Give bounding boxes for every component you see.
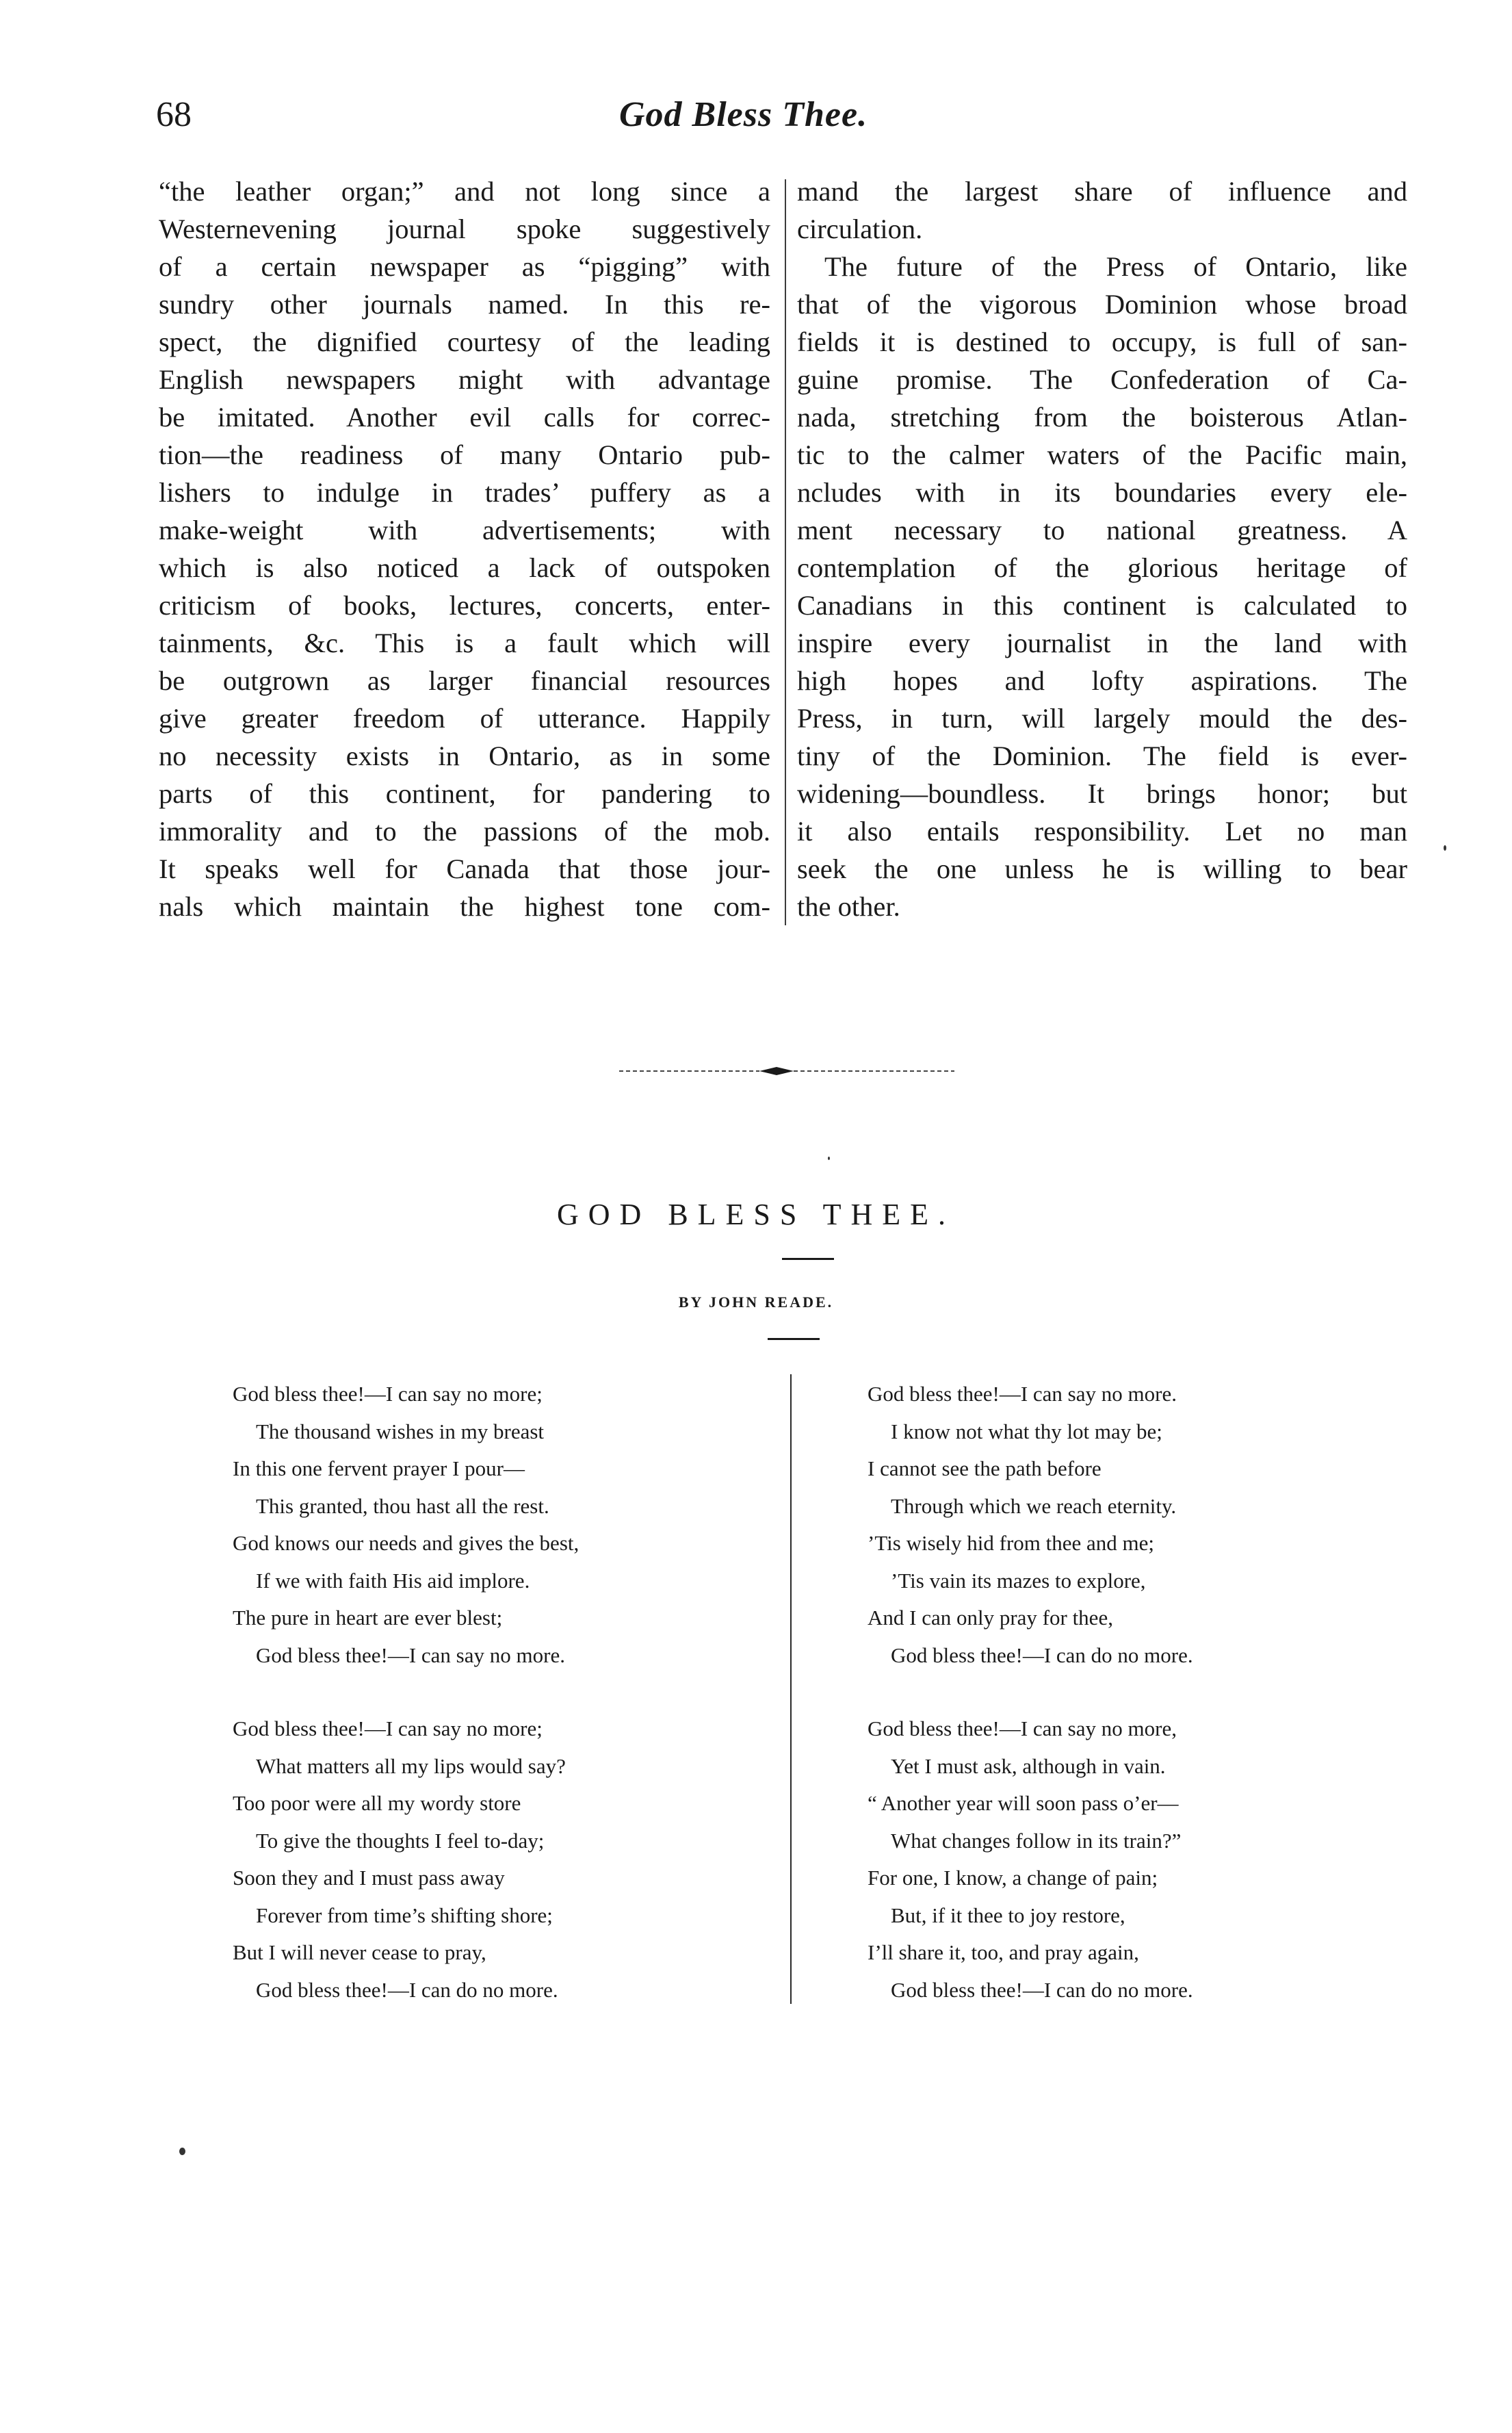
article-line: tainments, &c. This is a fault which will (159, 628, 770, 658)
poem-line: The thousand wishes in my breast (256, 1419, 545, 1443)
byline-rule (768, 1338, 820, 1340)
article-line: parts of this continent, for pandering to (159, 778, 770, 809)
poem-title: GOD BLESS THEE. (557, 1198, 955, 1231)
poem-stanza (233, 1710, 753, 2009)
ink-speck (179, 2148, 185, 2155)
article-line: high hopes and lofty aspirations. The (797, 665, 1407, 696)
article-line: seek the one unless he is willing to bear (797, 853, 1407, 884)
article-line: “the leather organ;” and not long since a (159, 176, 770, 207)
poem-stanza (868, 1710, 1387, 2009)
article-right-column (797, 172, 1407, 925)
poem-left-column (233, 1376, 753, 2045)
article-line: ncludes with in its boundaries every ele- (797, 477, 1407, 508)
article-line: nada, stretching from the boisterous Atlan- (797, 402, 1407, 433)
poem-line: I know not what thy lot may be; (891, 1419, 1162, 1443)
article-line: immorality and to the passions of the mob. (159, 816, 770, 847)
article-line: be imitated. Another evil calls for correc- (159, 402, 770, 433)
poem-line: God bless thee!—I can say no more; (233, 1382, 543, 1406)
poem-line: To give the thoughts I feel to-day; (256, 1828, 545, 1853)
poem-line: What matters all my lips would say? (256, 1753, 566, 1778)
article-line: It speaks well for Canada that those jour- (159, 853, 770, 884)
poem-line: For one, I know, a change of pain; (868, 1866, 1158, 1890)
poem-line: God bless thee!—I can say no more; (233, 1716, 543, 1740)
poem-line: But, if it thee to joy restore, (891, 1903, 1125, 1927)
article-line: tion—the readiness of many Ontario pub- (159, 439, 770, 470)
poem-line: God bless thee!—I can say no more. (256, 1643, 565, 1667)
article-line: English newspapers might with advantage (159, 364, 770, 395)
article-line: Press, in turn, will largely mould the des- (797, 703, 1407, 734)
poem-line: “ Another year will soon pass o’er— (868, 1791, 1179, 1815)
running-title: God Bless Thee. (619, 95, 868, 134)
article-line: lishers to indulge in trades’ puffery as a (159, 477, 770, 508)
article-line: contemplation of the glorious heritage of (797, 552, 1407, 583)
article-line: nals which maintain the highest tone com- (159, 891, 770, 922)
poem-line: This granted, thou hast all the rest. (256, 1493, 549, 1518)
article-line: Westernevening journal spoke suggestively (159, 214, 770, 244)
article-line: inspire every journalist in the land with (797, 628, 1407, 658)
article-line: of a certain newspaper as “pigging” with (159, 251, 770, 282)
article-line: sundry other journals named. In this re- (159, 289, 770, 320)
poem-line: I’ll share it, too, and pray again, (868, 1940, 1139, 1964)
article-line: tiny of the Dominion. The field is ever- (797, 741, 1407, 771)
poem-line: If we with faith His aid implore. (256, 1568, 530, 1593)
article-line: give greater freedom of utterance. Happily (159, 703, 770, 734)
poem-line: God bless thee!—I can do no more. (891, 1643, 1193, 1667)
poem-line: The pure in heart are ever blest; (233, 1606, 503, 1630)
article-line: spect, the dignified courtesy of the leading (159, 326, 770, 357)
ink-speck (1444, 845, 1446, 851)
poem-line: God bless thee!—I can say no more, (868, 1716, 1177, 1740)
poem-line: Soon they and I must pass away (233, 1866, 505, 1890)
article-line: criticism of books, lectures, concerts, enter- (159, 590, 770, 621)
poem-line: I cannot see the path before (868, 1456, 1102, 1480)
article-line: no necessity exists in Ontario, as in some (159, 741, 770, 771)
poem-line: God bless thee!—I can do no more. (256, 1977, 558, 2002)
poem-line: But I will never cease to pray, (233, 1940, 486, 1964)
article-line: which is also noticed a lack of outspoken (159, 552, 770, 583)
poem-line: God bless thee!—I can say no more. (868, 1382, 1177, 1406)
poem-line: God knows our needs and gives the best, (233, 1531, 579, 1555)
poem-line: God bless thee!—I can do no more. (891, 1977, 1193, 2002)
article-line: tic to the calmer waters of the Pacific main, (797, 439, 1407, 470)
poem-stanza (868, 1376, 1387, 1674)
article-line: Canadians in this continent is calculated to (797, 590, 1407, 621)
article-line: ment necessary to national greatness. A (797, 515, 1407, 545)
poem-column-divider (790, 1374, 792, 2004)
page-number: 68 (156, 95, 192, 134)
article-line: it also entails responsibility. Let no man (797, 816, 1407, 847)
poem-line: What changes follow in its train?” (891, 1828, 1182, 1853)
article-line: that of the vigorous Dominion whose broad (797, 289, 1407, 320)
article-line: fields it is destined to occupy, is full of san- (797, 326, 1407, 357)
title-rule (782, 1258, 834, 1260)
article-line: the other. (797, 891, 900, 922)
article-line: widening—boundless. It brings honor; but (797, 778, 1407, 809)
poem-line: In this one fervent prayer I pour— (233, 1456, 525, 1480)
poem-line: Forever from time’s shifting shore; (256, 1903, 553, 1927)
article-line: circulation. (797, 214, 923, 244)
poem-line: ’Tis vain its mazes to explore, (891, 1568, 1146, 1593)
poem-line: Yet I must ask, although in vain. (891, 1753, 1166, 1778)
article-left-column (159, 172, 770, 925)
article-line: be outgrown as larger financial resources (159, 665, 770, 696)
article-line: guine promise. The Confederation of Ca- (797, 364, 1407, 395)
poem-line: And I can only pray for thee, (868, 1606, 1113, 1630)
ink-speck (828, 1157, 830, 1160)
section-ornament (619, 1064, 954, 1078)
article-line: mand the largest share of influence and (797, 176, 1407, 207)
poem-stanza (233, 1376, 753, 1674)
column-divider (785, 179, 786, 925)
article-line: make-weight with advertisements; with (159, 515, 770, 545)
poem-line: Too poor were all my wordy store (233, 1791, 521, 1815)
article-line: The future of the Press of Ontario, like (824, 251, 1407, 282)
poem-byline: BY JOHN READE. (678, 1293, 834, 1311)
poem-right-column (868, 1376, 1387, 2045)
poem-line: Through which we reach eternity. (891, 1493, 1177, 1518)
poem-line: ’Tis wisely hid from thee and me; (868, 1531, 1155, 1555)
